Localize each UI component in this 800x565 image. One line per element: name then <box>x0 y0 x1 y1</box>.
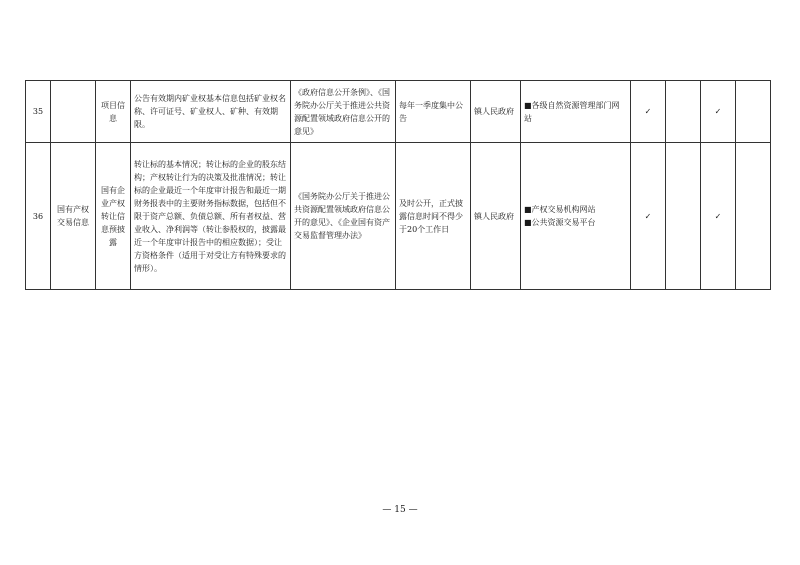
disclosure-table <box>25 80 771 290</box>
channel-item: ■各级自然资源管理部门网站 <box>524 100 620 123</box>
timeframe-cell: 每年一季度集中公告 <box>396 81 471 143</box>
subject-cell: 镇人民政府 <box>471 81 521 143</box>
content-cell: 转让标的基本情况；转让标的企业的股东结构；产权转让行为的决策及批准情况；转让标的企业最近一个年度审计报告和最近一期财务报表中的主要财务指标数据，包括但不限于资产总额、负债总额、所有者权益、营业收入、净利润等（转让参股权的，披露最近一个年度审计报告中的相应数据）；受让方资格条件（适用于对受让方有特殊要求的情形）。 <box>131 143 291 290</box>
page-number: — 15 — <box>382 505 418 515</box>
empty-mark <box>736 143 771 290</box>
empty-mark <box>666 143 701 290</box>
basis-cell: 《国务院办公厅关于推进公共资源配置领域政府信息公开的意见》、《企业国有资产交易监督管理办法》 <box>291 143 396 290</box>
empty-mark <box>666 81 701 143</box>
item-cell: 国有企业产权转让信息预披露 <box>96 143 131 290</box>
check-mark: ✓ <box>701 81 736 143</box>
channel-item: ■公共资源交易平台 <box>524 218 596 227</box>
item-cell: 项目信息 <box>96 81 131 143</box>
check-mark: ✓ <box>631 143 666 290</box>
check-mark: ✓ <box>701 143 736 290</box>
table-row <box>26 81 771 143</box>
category-cell <box>51 81 96 143</box>
channel-item: ■产权交易机构网站 <box>524 205 596 214</box>
timeframe-cell: 及时公开，正式披露信息时间不得少于20个工作日 <box>396 143 471 290</box>
content-cell: 公告有效期内矿业权基本信息包括矿业权名称、许可证号、矿业权人、矿种、有效期限。 <box>131 81 291 143</box>
row-number: 36 <box>26 143 51 290</box>
empty-mark <box>736 81 771 143</box>
check-mark: ✓ <box>631 81 666 143</box>
channel-cell <box>521 143 631 290</box>
table-row <box>26 143 771 290</box>
basis-cell: 《政府信息公开条例》、《国务院办公厅关于推进公共资源配置领域政府信息公开的意见》 <box>291 81 396 143</box>
category-cell: 国有产权交易信息 <box>51 143 96 290</box>
channel-cell <box>521 81 631 143</box>
subject-cell: 镇人民政府 <box>471 143 521 290</box>
row-number: 35 <box>26 81 51 143</box>
